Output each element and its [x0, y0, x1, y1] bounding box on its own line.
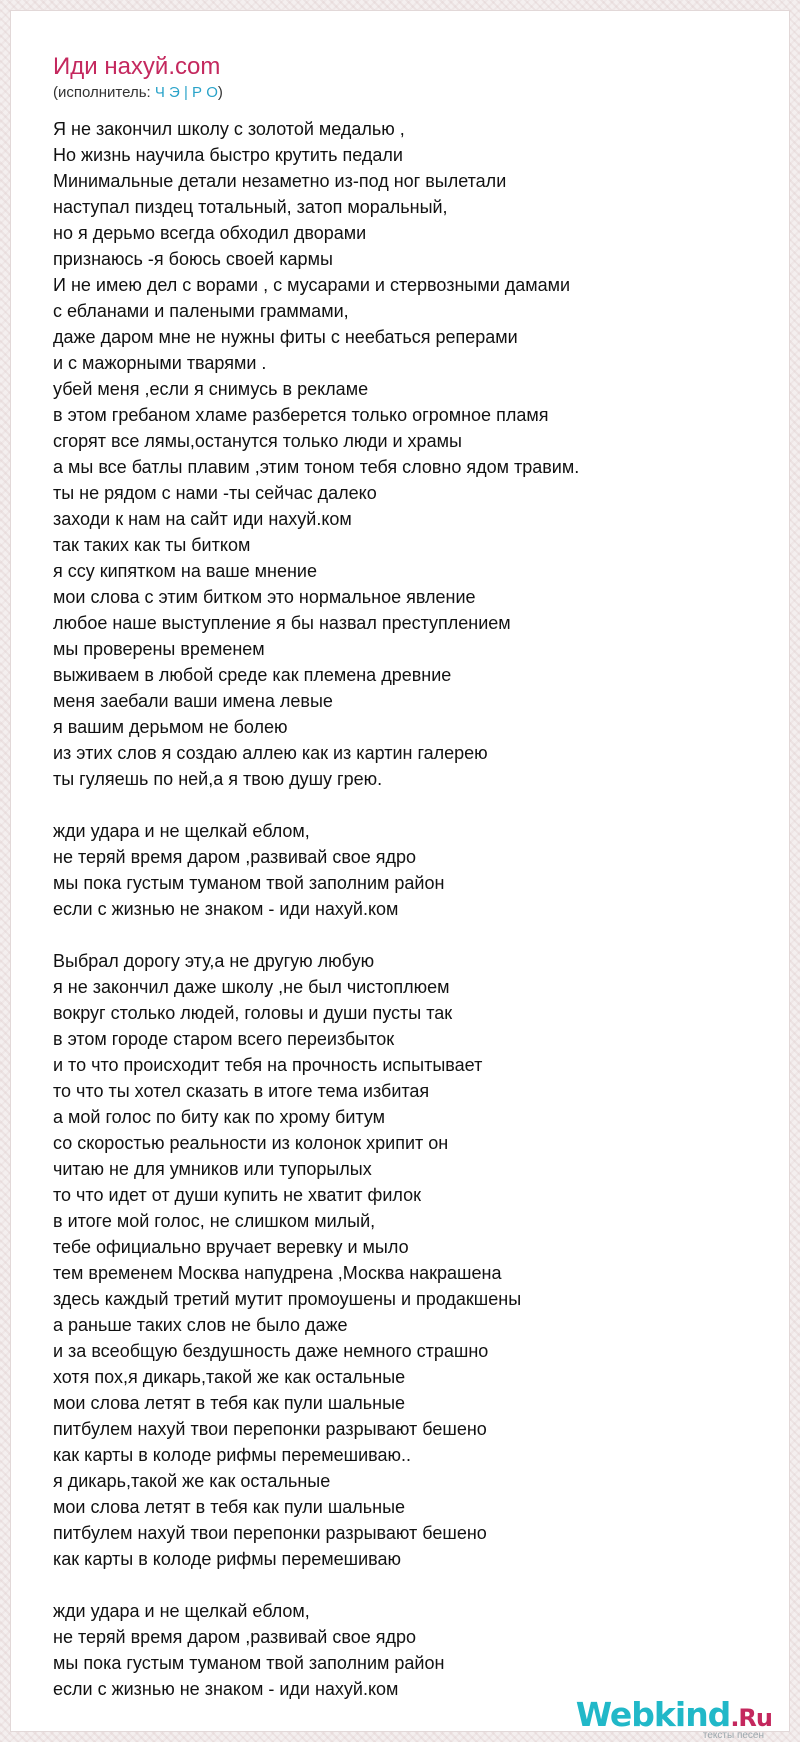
- lyric-line: так таких как ты битком: [53, 535, 251, 555]
- lyric-line: наступал пиздец тотальный, затоп моральный,: [53, 197, 448, 217]
- lyric-line: не теряй время даром ,развивай свое ядро: [53, 1627, 417, 1647]
- lyric-line: как карты в колоде рифмы перемешиваю: [53, 1549, 402, 1569]
- lyric-line: меня заебали ваши имена левые: [53, 691, 333, 711]
- lyric-line: и за всеобщую бездушность даже немного страшно: [53, 1341, 489, 1361]
- lyric-line: с ебланами и палеными граммами,: [53, 301, 349, 321]
- lyric-line: Выбрал дорогу эту,а не другую любую: [53, 951, 375, 971]
- lyric-line: в итоге мой голос, не слишком милый,: [53, 1211, 376, 1231]
- lyrics-text: [53, 116, 793, 1702]
- lyric-line: мы проверены временем: [53, 639, 265, 659]
- lyric-line: в этом городе старом всего переизбыток: [53, 1029, 395, 1049]
- lyric-line: а раньше таких слов не было даже: [53, 1315, 348, 1335]
- lyric-line: но я дерьмо всегда обходил дворами: [53, 223, 367, 243]
- lyric-line: жди удара и не щелкай еблом,: [53, 1601, 310, 1621]
- lyric-line: здесь каждый третий мутит промоушены и продакшены: [53, 1289, 522, 1309]
- stanza-break: [53, 792, 793, 818]
- lyric-line: я дикарь,такой же как остальные: [53, 1471, 331, 1491]
- lyric-line: выживаем в любой среде как племена древние: [53, 665, 452, 685]
- lyric-line: и то что происходит тебя на прочность испытывает: [53, 1055, 483, 1075]
- song-title: Иди нахуй.com: [53, 53, 221, 80]
- lyric-line: Я не закончил школу с золотой медалью ,: [53, 119, 405, 139]
- lyric-line: сгорят все лямы,останутся только люди и храмы: [53, 431, 462, 451]
- lyric-line: из этих слов я создаю аллею как из картин галерею: [53, 743, 488, 763]
- lyric-line: мои слова летят в тебя как пули шальные: [53, 1497, 406, 1517]
- lyric-line: как карты в колоде рифмы перемешиваю..: [53, 1445, 412, 1465]
- site-watermark: [572, 1695, 772, 1741]
- artist-prefix: (исполнитель:: [53, 84, 155, 101]
- lyric-line: жди удара и не щелкай еблом,: [53, 821, 310, 841]
- lyric-line: убей меня ,если я снимусь в рекламе: [53, 379, 369, 399]
- artist-suffix: ): [217, 84, 223, 101]
- stanza-break: [53, 1572, 793, 1598]
- logo-brand: Webkind: [575, 1695, 731, 1734]
- lyric-line: я не закончил даже школу ,не был чистоплюем: [53, 977, 450, 997]
- lyric-line: Но жизнь научила быстро крутить педали: [53, 145, 403, 165]
- lyric-line: вокруг столько людей, головы и души пусты так: [53, 1003, 453, 1023]
- lyric-line: И не имею дел с ворами , с мусарами и стервозными дамами: [53, 275, 571, 295]
- lyric-line: тебе официально вручает веревку и мыло: [53, 1237, 409, 1257]
- lyric-line: со скоростью реальности из колонок хрипит он: [53, 1133, 449, 1153]
- lyric-line: заходи к нам на сайт иди нахуй.ком: [53, 509, 352, 529]
- lyric-line: ты гуляешь по ней,а я твою душу грею.: [53, 769, 383, 789]
- lyric-line: питбулем нахуй твои перепонки разрывают бешено: [53, 1419, 487, 1439]
- lyric-line: если с жизнью не знаком - иди нахуй.ком: [53, 899, 399, 919]
- lyric-line: ты не рядом с нами -ты сейчас далеко: [53, 483, 377, 503]
- logo-subtitle: тексты песен: [702, 1730, 764, 1741]
- lyrics-page: [10, 10, 790, 1732]
- lyric-line: любое наше выступление я бы назвал преступлением: [53, 613, 511, 633]
- lyric-line: питбулем нахуй твои перепонки разрывают бешено: [53, 1523, 487, 1543]
- lyric-line: я ссу кипятком на ваше мнение: [53, 561, 317, 581]
- lyric-line: если с жизнью не знаком - иди нахуй.ком: [53, 1679, 399, 1699]
- stanza-break: [53, 922, 793, 948]
- artist-link[interactable]: Ч Э | Р О: [154, 84, 218, 101]
- lyric-line: в этом гребаном хламе разберется только огромное пламя: [53, 405, 549, 425]
- lyric-line: хотя пох,я дикарь,такой же как остальные: [53, 1367, 406, 1387]
- lyric-line: даже даром мне не нужны фиты с неебаться реперами: [53, 327, 518, 347]
- lyric-line: то что идет от души купить не хватит филок: [53, 1185, 421, 1205]
- lyric-line: тем временем Москва напудрена ,Москва накрашена: [53, 1263, 502, 1283]
- lyric-line: а мы все батлы плавим ,этим тоном тебя словно ядом травим.: [53, 457, 580, 477]
- logo-tld: .Ru: [730, 1704, 772, 1732]
- lyric-line: мои слова летят в тебя как пули шальные: [53, 1393, 406, 1413]
- lyric-line: и с мажорными тварями .: [53, 353, 267, 373]
- lyric-line: мы пока густым туманом твой заполним район: [53, 873, 445, 893]
- lyric-line: а мой голос по биту как по хрому битум: [53, 1107, 386, 1127]
- lyric-line: мои слова с этим битком это нормальное явление: [53, 587, 476, 607]
- artist-line: [53, 84, 223, 102]
- lyric-line: я вашим дерьмом не болею: [53, 717, 288, 737]
- lyric-line: не теряй время даром ,развивай свое ядро: [53, 847, 417, 867]
- lyric-line: признаюсь -я боюсь своей кармы: [53, 249, 333, 269]
- lyric-line: читаю не для умников или тупорылых: [53, 1159, 372, 1179]
- lyric-line: то что ты хотел сказать в итоге тема избитая: [53, 1081, 430, 1101]
- lyric-line: мы пока густым туманом твой заполним район: [53, 1653, 445, 1673]
- lyric-line: Минимальные детали незаметно из-под ног вылетали: [53, 171, 507, 191]
